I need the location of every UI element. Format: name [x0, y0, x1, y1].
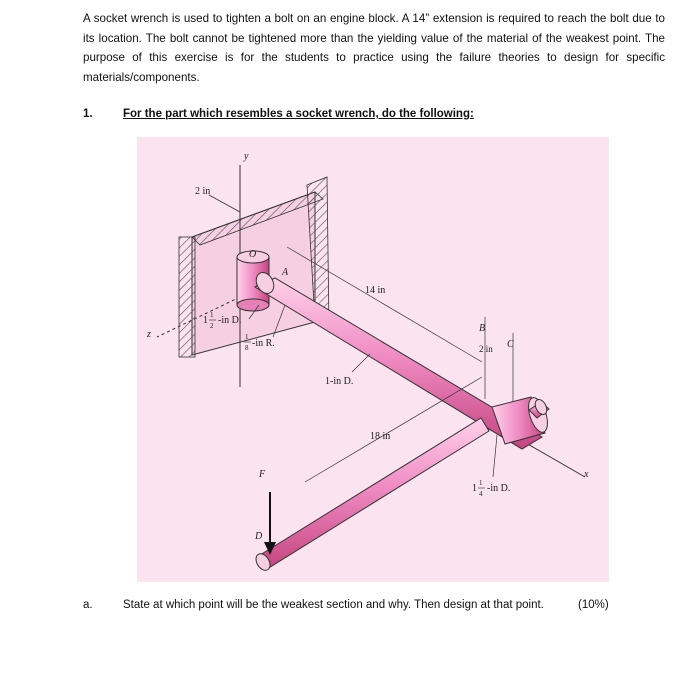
svg-text:1: 1 [203, 315, 208, 326]
point-B-label: B [479, 323, 486, 334]
point-D-label: D [255, 531, 263, 542]
svg-text:-in D.: -in D. [218, 315, 242, 326]
dim-label-2in-top: 2 in [195, 186, 211, 197]
dim-label-18in: 18 in [370, 431, 391, 442]
question-number: 1. [83, 108, 93, 120]
part-a-points: (10%) [578, 599, 609, 611]
dim-label-2in-bc: 2 in [479, 344, 493, 354]
svg-text:-in D.: -in D. [487, 483, 511, 494]
question-text: For the part which resembles a socket wrench, do the following: [123, 108, 474, 120]
part-a-text: State at which point will be the weakest section and why. Then design at that point. [123, 599, 544, 611]
socket-wrench-figure [137, 137, 609, 582]
label-1-in-D: 1-in D. [325, 376, 354, 387]
point-O-label: O [249, 249, 257, 260]
svg-text:4: 4 [479, 490, 483, 498]
axis-y-label: y [244, 151, 249, 162]
point-C-label: C [507, 339, 514, 350]
part-a-label: a. [83, 599, 93, 611]
svg-text:-in R.: -in R. [252, 338, 275, 349]
svg-text:8: 8 [245, 344, 249, 352]
svg-text:2: 2 [210, 322, 214, 330]
force-F-label: F [259, 469, 266, 480]
svg-text:1: 1 [472, 483, 477, 494]
axis-x-label: x [584, 469, 589, 480]
figure-background [137, 137, 609, 582]
dim-label-14in: 14 in [365, 285, 386, 296]
svg-text:1: 1 [210, 311, 214, 319]
svg-text:1: 1 [479, 479, 483, 487]
axis-z-label: z [147, 329, 151, 340]
intro-paragraph: A socket wrench is used to tighten a bolt on an engine block. A 14” extension is required to reach the bolt due to its location. The bolt cannot be tightened more than the yielding value of the material of the weakest point. The purpose of this exercise is for the students to practice using the failure theories to design for specific materials/components. [83, 12, 665, 84]
svg-text:1: 1 [245, 333, 249, 341]
point-A-label: A [282, 267, 289, 278]
